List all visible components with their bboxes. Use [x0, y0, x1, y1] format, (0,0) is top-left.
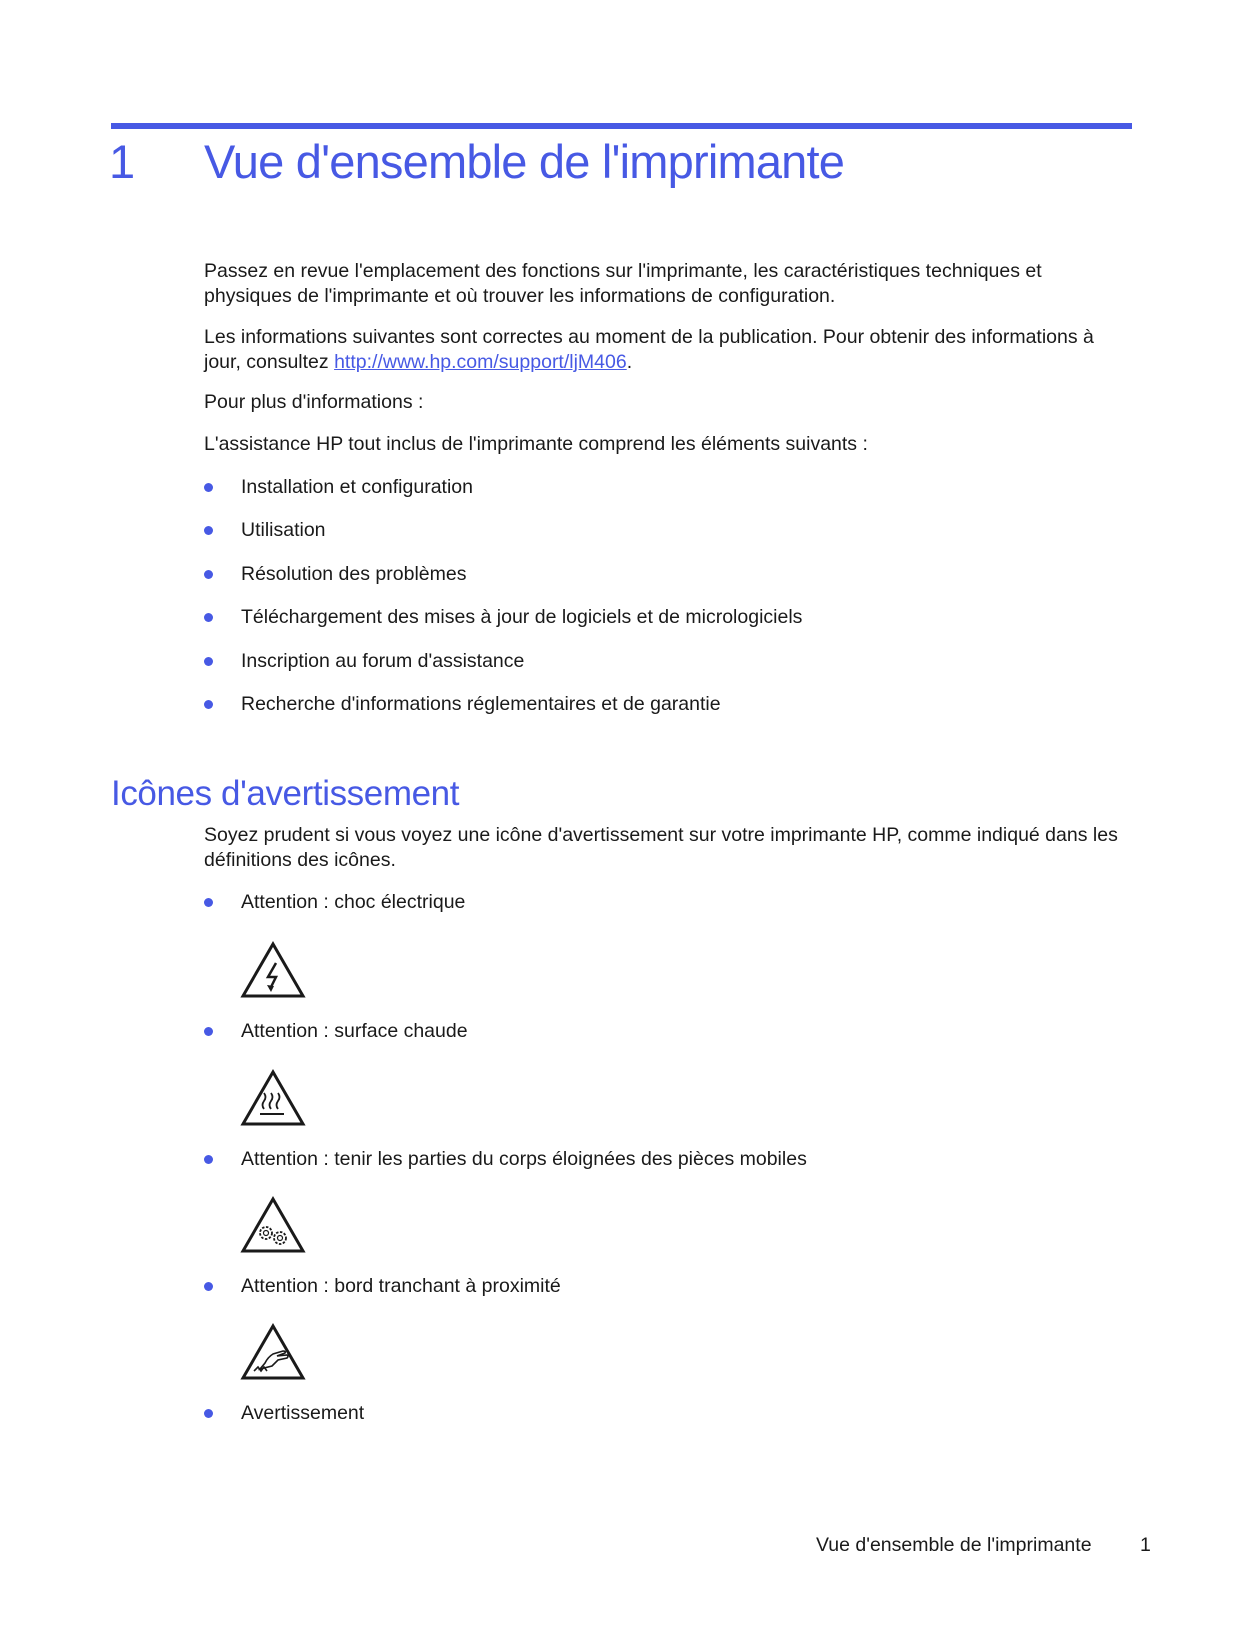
footer-title: Vue d'ensemble de l'imprimante: [816, 1534, 1092, 1556]
sharp-edge-icon: [240, 1323, 306, 1381]
chapter-rule: [111, 123, 1132, 129]
electric-shock-icon: [240, 941, 306, 999]
warning-label: Attention : bord tranchant à proximité: [241, 1275, 561, 1297]
warning-label: Avertissement: [241, 1402, 365, 1424]
list-item-label: Résolution des problèmes: [241, 563, 467, 585]
moving-parts-icon: [240, 1196, 306, 1254]
warning-label: Attention : tenir les parties du corps éloignées des pièces mobiles: [241, 1148, 807, 1170]
intro-paragraph-2: [204, 325, 1134, 375]
list-item-label: Téléchargement des mises à jour de logiciels et de micrologiciels: [241, 606, 803, 628]
warnings-intro: Soyez prudent si vous voyez une icône d'avertissement sur votre imprimante HP, comme indiqué dans les définitions des icônes.: [204, 824, 1118, 871]
page-number: 1: [1140, 1534, 1151, 1556]
chapter-number: 1: [109, 135, 135, 188]
chapter-title: Vue d'ensemble de l'imprimante: [204, 135, 845, 188]
warning-label: Attention : choc électrique: [241, 891, 466, 913]
intro-paragraph-1: Passez en revue l'emplacement des fonctions sur l'imprimante, les caractéristiques techniques et physiques de l'imprimante et où trouver les informations de configuration.: [204, 260, 1042, 307]
list-item-label: Recherche d'informations réglementaires et de garantie: [241, 693, 721, 715]
intro-paragraph-2-end: .: [626, 351, 633, 373]
bullet-icon: [204, 898, 213, 907]
list-item-label: Inscription au forum d'assistance: [241, 650, 525, 672]
intro-paragraph-4: L'assistance HP tout inclus de l'imprimante comprend les éléments suivants :: [204, 433, 868, 455]
bullet-icon: [204, 613, 213, 622]
list-item-label: Utilisation: [241, 519, 326, 541]
bullet-icon: [204, 526, 213, 535]
bullet-icon: [204, 1409, 213, 1418]
bullet-icon: [204, 1282, 213, 1291]
bullet-icon: [204, 570, 213, 579]
section-heading: Icônes d'avertissement: [111, 774, 460, 813]
hot-surface-icon: [240, 1069, 306, 1127]
support-link[interactable]: http://www.hp.com/support/ljM406: [334, 351, 627, 373]
warning-label: Attention : surface chaude: [241, 1020, 468, 1042]
bullet-icon: [204, 483, 213, 492]
intro-paragraph-3: Pour plus d'informations :: [204, 391, 424, 413]
intro-paragraph-2-text: Les informations suivantes sont correctes au moment de la publication. Pour obtenir des informations à jour, consultez: [204, 326, 1094, 373]
bullet-icon: [204, 700, 213, 709]
bullet-icon: [204, 657, 213, 666]
list-item-label: Installation et configuration: [241, 476, 473, 498]
bullet-icon: [204, 1027, 213, 1036]
bullet-icon: [204, 1155, 213, 1164]
